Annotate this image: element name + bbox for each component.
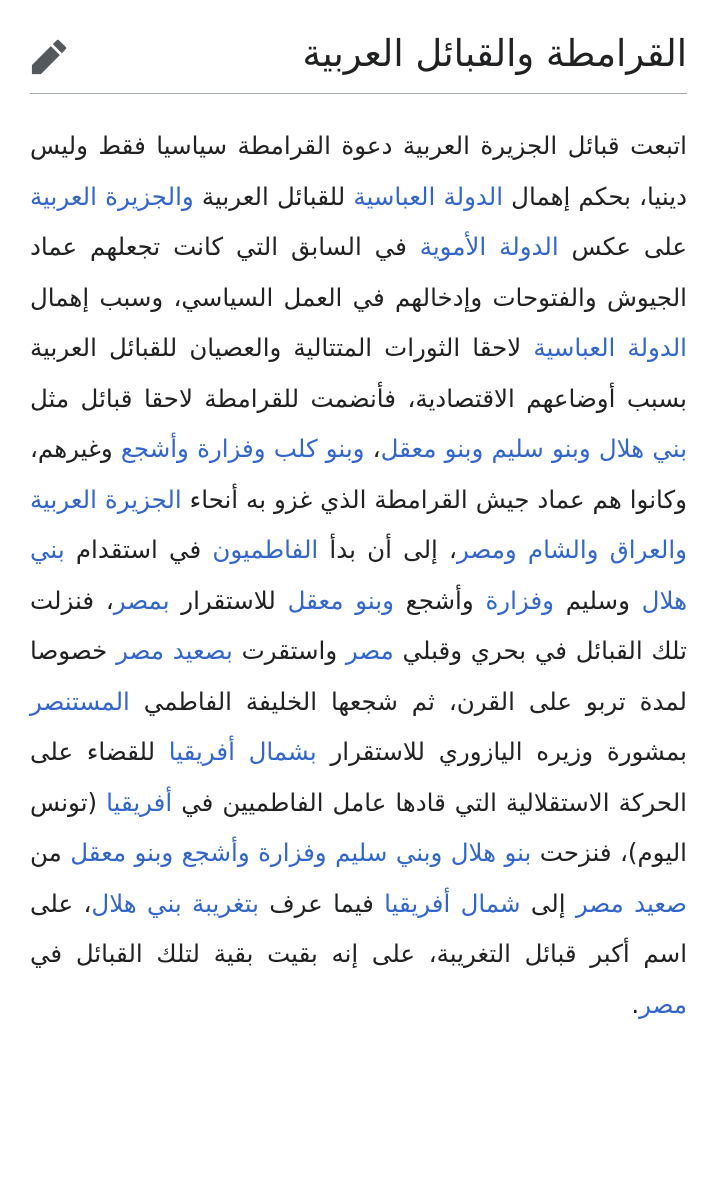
link-banu-maqil[interactable]: وبنو معقل	[380, 434, 484, 463]
paragraph-text: ، إلى أن بدأ	[318, 535, 457, 564]
link-umayyad-caliphate[interactable]: الدولة الأموية	[419, 232, 559, 261]
link-iraq[interactable]: والعراق	[609, 535, 687, 564]
link-banu-sulaym[interactable]: وبني سليم	[335, 838, 443, 867]
paragraph-text	[250, 838, 258, 867]
paragraph-text: فيما عرف	[258, 888, 385, 918]
section-title: القرامطة والقبائل العربية	[302, 32, 687, 75]
link-banu-maqil[interactable]: وبنو معقل	[287, 585, 394, 615]
link-egypt[interactable]: مصر	[345, 636, 394, 665]
link-fazara[interactable]: وفزارة	[197, 434, 266, 463]
link-fatimids[interactable]: الفاطميون	[212, 535, 319, 564]
paragraph-text	[189, 434, 197, 463]
paragraph-text	[517, 535, 528, 564]
link-ifriqiya[interactable]: أفريقيا	[106, 787, 173, 817]
paragraph-text: على عكس	[558, 232, 687, 261]
paragraph-text: ،	[364, 434, 381, 463]
link-arabian-peninsula[interactable]: الجزيرة العربية	[30, 484, 182, 514]
link-banu-maqil[interactable]: وبنو معقل	[70, 838, 174, 867]
pencil-icon[interactable]	[30, 38, 68, 76]
link-abbasid-caliphate[interactable]: الدولة العباسية	[533, 333, 687, 362]
paragraph-text	[442, 838, 450, 867]
paragraph-text	[173, 838, 181, 867]
link-banu-hilal[interactable]: بني هلال	[30, 535, 687, 615]
paragraph-text: وسليم	[554, 585, 642, 615]
link-upper-egypt[interactable]: صعيد مصر	[575, 888, 687, 918]
paragraph-text	[266, 434, 274, 463]
paragraph-text: ، على اسم أكبر قبائل التغريبة، على إنه بقيت بقية لتلك القبائل في	[30, 888, 687, 968]
paragraph-text: في استقدام	[64, 535, 213, 564]
paragraph-text: (تونس اليوم)، فنزحت	[30, 787, 687, 867]
paragraph-text	[599, 535, 610, 564]
link-fazara[interactable]: وفزارة	[485, 585, 554, 615]
paragraph-text: للقبائل العربية	[193, 181, 354, 211]
link-banu-hilal[interactable]: بني هلال	[598, 434, 688, 463]
link-egypt[interactable]: مصر	[639, 989, 687, 1019]
link-egypt[interactable]: بمصر	[113, 585, 170, 615]
heading-divider	[30, 93, 687, 94]
paragraph-text	[483, 434, 491, 463]
paragraph-text: للقضاء على الحركة الاستقلالية التي قادها عامل الفاطميين في	[30, 737, 687, 817]
section-header	[26, 20, 687, 90]
paragraph-text: واستقرت	[232, 636, 346, 665]
link-upper-egypt[interactable]: بصعيد مصر	[116, 636, 233, 665]
link-egypt[interactable]: ومصر	[456, 535, 517, 564]
link-banu-kalb[interactable]: وبنو كلب	[273, 434, 365, 463]
paragraph-text: ، فنزلت تلك القبائل في بحري وقبلي	[30, 585, 687, 665]
link-ashja[interactable]: وأشجع	[120, 434, 189, 463]
paragraph-text: للاستقرار	[169, 585, 288, 615]
article-paragraph	[30, 121, 687, 1030]
link-abbasid-caliphate[interactable]: الدولة العباسية	[353, 181, 504, 211]
link-fazara[interactable]: وفزارة	[258, 838, 327, 867]
link-hilalian-migration[interactable]: بتغريبة بني هلال	[91, 888, 259, 918]
paragraph-text	[591, 434, 599, 463]
paragraph-text: إلى	[520, 888, 576, 918]
paragraph-text: من	[30, 838, 71, 867]
link-arabian-peninsula[interactable]: والجزيرة العربية	[30, 181, 194, 211]
paragraph-text: في السابق التي كانت تجعلهم عماد الجيوش والفتوحات وإدخالهم في العمل السياسي، وسبب إهمال	[30, 232, 687, 312]
link-banu-hilal[interactable]: بنو هلال	[450, 838, 532, 867]
paragraph-text: خصوصا لمدة تربو على القرن، ثم شجعها الخليفة الفاطمي	[30, 636, 687, 716]
link-ashja[interactable]: وأشجع	[181, 838, 250, 867]
paragraph-text: لاحقا الثورات المتتالية والعصيان للقبائل العربية بسبب أوضاعهم الاقتصادية، فأنضمت للقرامطة لاحقا قبائل مثل	[30, 333, 687, 413]
paragraph-text: .	[631, 989, 640, 1019]
paragraph-text: بمشورة وزيره اليازوري للاستقرار	[316, 737, 687, 766]
paragraph-text: وغيرهم، وكانوا هم عماد جيش القرامطة الذي غزو به أنحاء	[30, 434, 687, 514]
link-north-africa[interactable]: بشمال أفريقيا	[168, 737, 317, 766]
link-north-africa[interactable]: شمال أفريقيا	[384, 888, 521, 918]
paragraph-text: اتبعت قبائل الجزيرة العربية دعوة القرامطة سياسيا فقط وليس دينيا، بحكم إهمال	[30, 131, 687, 211]
link-levant[interactable]: والشام	[527, 535, 599, 564]
paragraph-text: وأشجع	[393, 585, 486, 615]
link-al-mustansir[interactable]: المستنصر	[30, 686, 130, 716]
paragraph-text	[327, 838, 335, 867]
link-banu-sulaym[interactable]: وبنو سليم	[491, 434, 591, 463]
